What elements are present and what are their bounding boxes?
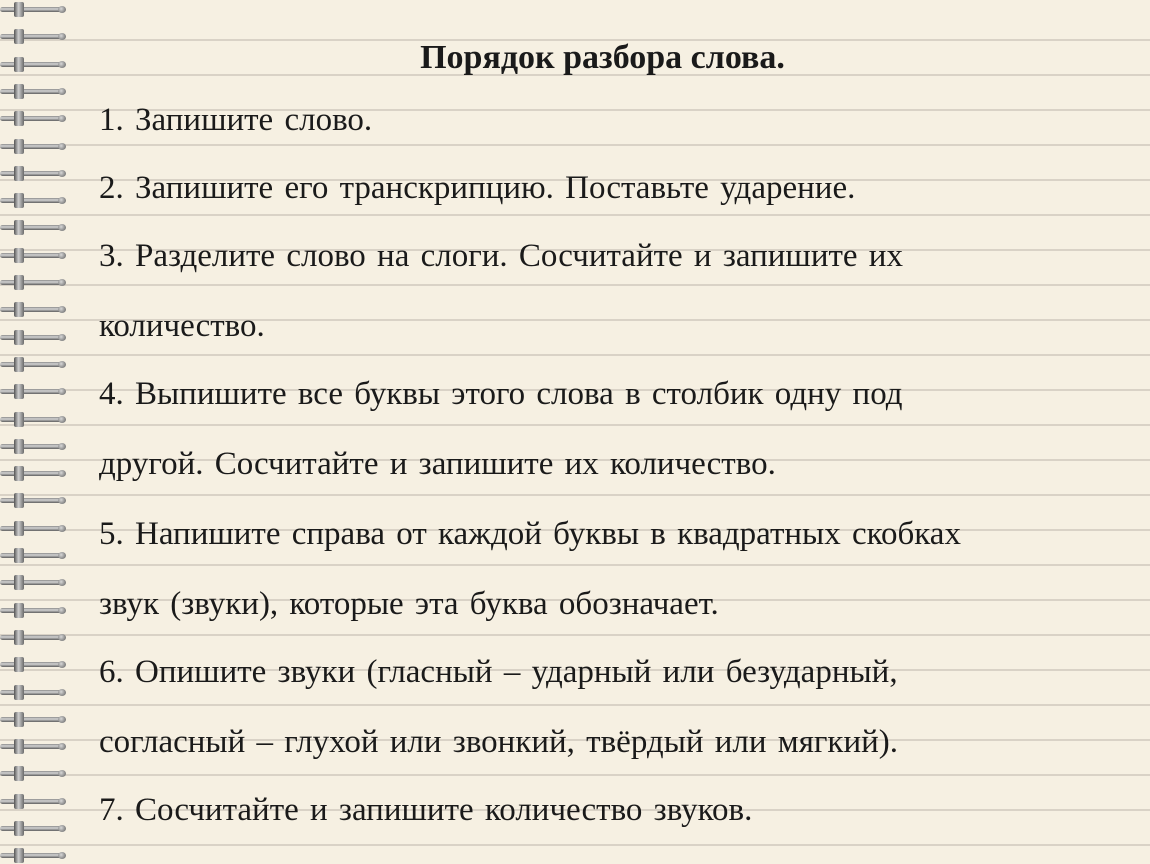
binding-ring-icon: [0, 657, 70, 673]
binding-ring-icon: [0, 493, 70, 509]
step-line-continuation: другой. Сосчитайте и запишите их количество.: [99, 446, 776, 482]
step-line: 4. Выпишите все буквы этого слова в столбик одну под: [99, 376, 903, 412]
spiral-binding: [0, 0, 80, 864]
binding-ring-icon: [0, 220, 70, 236]
step-line: 2. Запишите его транскрипцию. Поставьте ударение.: [99, 170, 856, 206]
step-line: 1. Запишите слово.: [99, 102, 373, 138]
step-line-continuation: согласный – глухой или звонкий, твёрдый или мягкий).: [99, 724, 898, 760]
binding-ring-icon: [0, 848, 70, 864]
binding-ring-icon: [0, 330, 70, 346]
binding-ring-icon: [0, 548, 70, 564]
binding-ring-icon: [0, 821, 70, 837]
binding-ring-icon: [0, 794, 70, 810]
binding-ring-icon: [0, 739, 70, 755]
binding-ring-icon: [0, 603, 70, 619]
step-line-continuation: количество.: [99, 308, 265, 344]
binding-ring-icon: [0, 193, 70, 209]
step-line-continuation: звук (звуки), которые эта буква обозначает.: [99, 586, 719, 622]
binding-ring-icon: [0, 766, 70, 782]
binding-ring-icon: [0, 712, 70, 728]
binding-ring-icon: [0, 111, 70, 127]
step-line: 6. Опишите звуки (гласный – ударный или безударный,: [99, 654, 898, 690]
binding-ring-icon: [0, 248, 70, 264]
binding-ring-icon: [0, 575, 70, 591]
page-title: Порядок разбора слова.: [420, 39, 785, 76]
binding-ring-icon: [0, 630, 70, 646]
binding-ring-icon: [0, 384, 70, 400]
binding-ring-icon: [0, 302, 70, 318]
step-line: 3. Разделите слово на слоги. Сосчитайте и запишите их: [99, 238, 903, 274]
binding-ring-icon: [0, 84, 70, 100]
binding-ring-icon: [0, 357, 70, 373]
binding-ring-icon: [0, 139, 70, 155]
step-line: 7. Сосчитайте и запишите количество звуков.: [99, 792, 753, 828]
binding-ring-icon: [0, 466, 70, 482]
binding-ring-icon: [0, 439, 70, 455]
binding-ring-icon: [0, 2, 70, 18]
binding-ring-icon: [0, 521, 70, 537]
binding-ring-icon: [0, 412, 70, 428]
binding-ring-icon: [0, 275, 70, 291]
binding-ring-icon: [0, 685, 70, 701]
step-line: 5. Напишите справа от каждой буквы в квадратных скобках: [99, 516, 961, 552]
binding-ring-icon: [0, 166, 70, 182]
